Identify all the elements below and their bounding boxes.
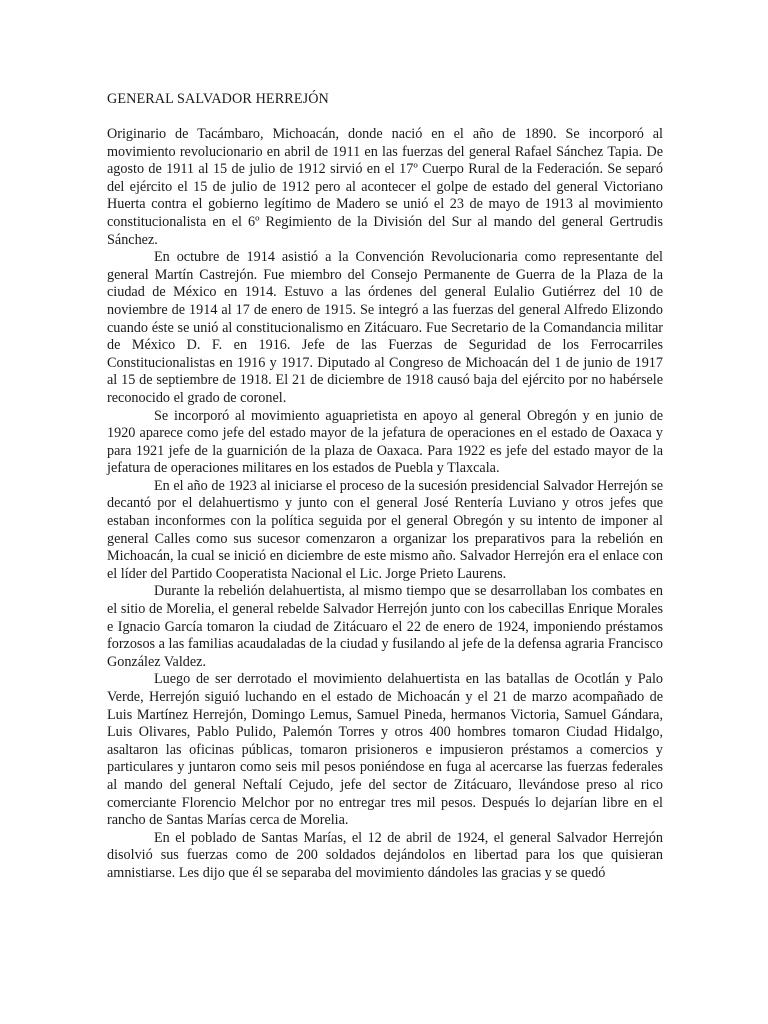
paragraph-rebellion: Durante la rebelión delahuertista, al mismo tiempo que se desarrollaban los combates en el sitio de Morelia, el general rebelde Salvador Herrejón junto con los cabecillas Enrique Morales e Ignacio García tomaron la ciudad de Zitácuaro el 22 de enero de 1924, imponiendo préstamos forzosos a las familias acaudaladas de la ciudad y fusilando al jefe de la defensa agraria Francisco González Valdez. xyxy=(107,583,663,670)
paragraph-santas-marias: En el poblado de Santas Marías, el 12 de abril de 1924, el general Salvador Herrejón disolvió sus fuerzas como de 200 soldados dejándolos en libertad para los que quisieran amnistiarse. Les dijo que él se separaba del movimiento dándoles las gracias y se quedó xyxy=(107,829,663,881)
paragraph-origin: Originario de Tacámbaro, Michoacán, donde nació en el año de 1890. Se incorporó al movimiento revolucionario en abril de 1911 en las fuerzas del general Rafael Sánchez Tapia. De agosto de 1911 al 15 de julio de 1912 sirvió en el 17º Cuerpo Rural de la Federación. Se separó del ejército el 15 de julio de 1912 pero al acontecer el golpe de estado del general Victoriano Huerta contra el gobierno legítimo de Madero se unió el 23 de mayo de 1913 al movimiento constitucionalista en el 6º Regimiento de la División del Sur al mando del general Gertrudis Sánchez. xyxy=(107,126,663,248)
document-page xyxy=(107,90,663,883)
paragraph-aguaprieta: Se incorporó al movimiento aguaprietista en apoyo al general Obregón y en junio de 1920 aparece como jefe del estado mayor de la jefatura de operaciones en el estado de Oaxaca y para 1921 jefe de la guarnición de la plaza de Oaxaca. Para 1922 es jefe del estado mayor de la jefatura de operaciones militares en los estados de Puebla y Tlaxcala. xyxy=(107,407,663,477)
paragraph-succession: En el año de 1923 al iniciarse el proceso de la sucesión presidencial Salvador Herrejón se decantó por el delahuertismo y junto con el general José Rentería Luviano y otros jefes que estaban inconformes con la política seguida por el general Obregón y su intento de imponer al general Calles como sus sucesor comenzaron a organizar los preparativos para la rebelión en Michoacán, la cual se inició en diciembre de este mismo año. Salvador Herrejón era el enlace con el líder del Partido Cooperatista Nacional el Lic. Jorge Prieto Laurens. xyxy=(107,477,663,582)
paragraph-ciudad-hidalgo: Luego de ser derrotado el movimiento delahuertista en las batallas de Ocotlán y Palo Verde, Herrejón siguió luchando en el estado de Michoacán y el 21 de marzo acompañado de Luis Martínez Herrejón, Domingo Lemus, Samuel Pineda, hermanos Victoria, Samuel Gándara, Luis Olivares, Pablo Pulido, Palemón Torres y otros 400 hombres tomaron Ciudad Hidalgo, asaltaron las oficinas públicas, tomaron prisioneros e impusieron préstamos a comercios y particulares y juntaron como seis mil pesos poniéndose en fuga al acercarse las fuerzas federales al mando del general Neftalí Cejudo, jefe del sector de Zitácuaro, llevándose preso al rico comerciante Florencio Melchor por no entregar tres mil pesos. Después lo dejarían libre en el rancho de Santas Marías cerca de Morelia. xyxy=(107,671,663,829)
document-title: GENERAL SALVADOR HERREJÓN xyxy=(107,91,329,107)
paragraph-convention: En octubre de 1914 asistió a la Convención Revolucionaria como representante del general Martín Castrejón. Fue miembro del Consejo Permanente de Guerra de la Plaza de la ciudad de México en 1914. Estuvo a las órdenes del general Eulalio Gutiérrez del 10 de noviembre de 1914 al 17 de enero de 1915. Se integró a las fuerzas del general Alfredo Elizondo cuando éste se unió al constitucionalismo en Zitácuaro. Fue Secretario de la Comandancia militar de México D. F. en 1916. Jefe de las Fuerzas de Seguridad de los Ferrocarriles Constitucionalistas en 1916 y 1917. Diputado al Congreso de Michoacán del 1 de junio de 1917 al 15 de septiembre de 1918. El 21 de diciembre de 1918 causó baja del ejército por no habérsele reconocido el grado de coronel. xyxy=(107,249,663,406)
